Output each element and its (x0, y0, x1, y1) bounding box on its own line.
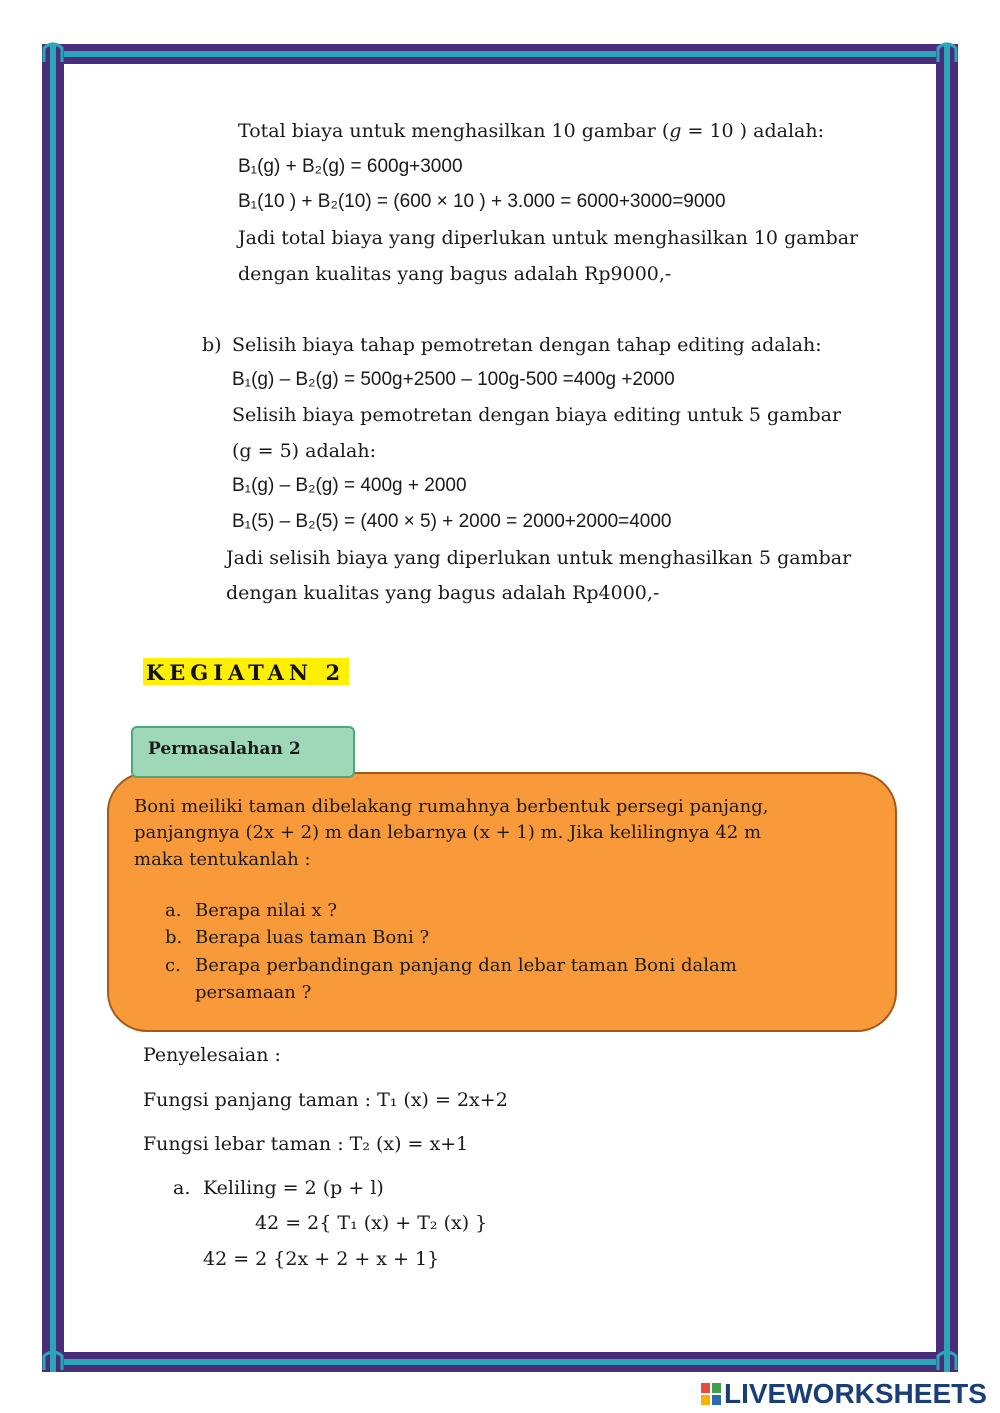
solution-a-marker: a. (173, 1177, 191, 1199)
corner-ornament-icon (936, 1350, 958, 1372)
perimeter-equation-2: 42 = 2 {2x + 2 + x + 1} (203, 1248, 440, 1270)
problem-tab (131, 726, 355, 778)
conclusion-b-line2: dengan kualitas yang bagus adalah Rp4000,- (226, 582, 660, 604)
problem-text-line3: maka tentukanlah : (134, 849, 311, 870)
conclusion-a-line1: Jadi total biaya yang diperlukan untuk menghasilkan 10 gambar (238, 227, 859, 249)
corner-ornament-icon (42, 1350, 64, 1372)
difference-line3: (g = 5) adalah: (232, 440, 376, 462)
difference-intro: Selisih biaya tahap pemotretan dengan tahap editing adalah: (232, 334, 822, 356)
conclusion-b-line1: Jadi selisih biaya yang diperlukan untuk menghasilkan 5 gambar (226, 547, 852, 569)
equation-difference-evaluated: B₁(5) – B₂(5) = (400 × 5) + 2000 = 2000+2000=4000 (232, 511, 672, 532)
equation-sum: B₁(g) + B₂(g) = 600g+3000 (238, 156, 463, 177)
question-a-marker: a. (165, 900, 182, 921)
width-function: Fungsi lebar taman : T₂ (x) = x+1 (143, 1133, 469, 1155)
equation-difference-simplified: B₁(g) – B₂(g) = 400g + 2000 (232, 475, 467, 496)
question-a: Berapa nilai x ? (195, 900, 338, 921)
problem-text-line2: panjangnya (2x + 2) m dan lebarnya (x + 1) m. Jika kelilingnya 42 m (134, 822, 762, 843)
activity-heading: KEGIATAN 2 (143, 658, 349, 685)
perimeter-formula: Keliling = 2 (p + l) (203, 1177, 384, 1199)
item-b-marker: b) (202, 334, 222, 356)
equation-difference: B₁(g) – B₂(g) = 500g+2500 – 100g-500 =400g +2000 (232, 369, 675, 390)
question-c-continuation: persamaan ? (195, 982, 312, 1003)
corner-ornament-icon (936, 42, 958, 64)
corner-ornament-icon (42, 42, 64, 64)
difference-line2: Selisih biaya pemotretan dengan biaya editing untuk 5 gambar (232, 404, 842, 426)
question-b: Berapa luas taman Boni ? (195, 927, 430, 948)
liveworksheets-brand: LIVEWORKSHEETS (724, 1378, 987, 1409)
question-c-marker: c. (165, 955, 181, 976)
problem-text-line1: Boni meiliki taman dibelakang rumahnya berbentuk persegi panjang, (134, 796, 769, 817)
total-cost-line: Total biaya untuk menghasilkan 10 gambar (g = 10 ) adalah: (238, 120, 824, 142)
solution-heading: Penyelesaian : (143, 1044, 281, 1066)
equation-sum-evaluated: B₁(10 ) + B₂(10) = (600 × 10 ) + 3.000 = 6000+3000=9000 (238, 191, 726, 212)
liveworksheets-logo-icon (700, 1381, 722, 1407)
problem-tab-label: Permasalahan 2 (148, 739, 301, 759)
question-c: Berapa perbandingan panjang dan lebar taman Boni dalam (195, 955, 737, 976)
conclusion-a-line2: dengan kualitas yang bagus adalah Rp9000,- (238, 263, 672, 285)
perimeter-equation-1: 42 = 2{ T₁ (x) + T₂ (x) } (255, 1212, 488, 1234)
length-function: Fungsi panjang taman : T₁ (x) = 2x+2 (143, 1089, 508, 1111)
question-b-marker: b. (165, 927, 183, 948)
